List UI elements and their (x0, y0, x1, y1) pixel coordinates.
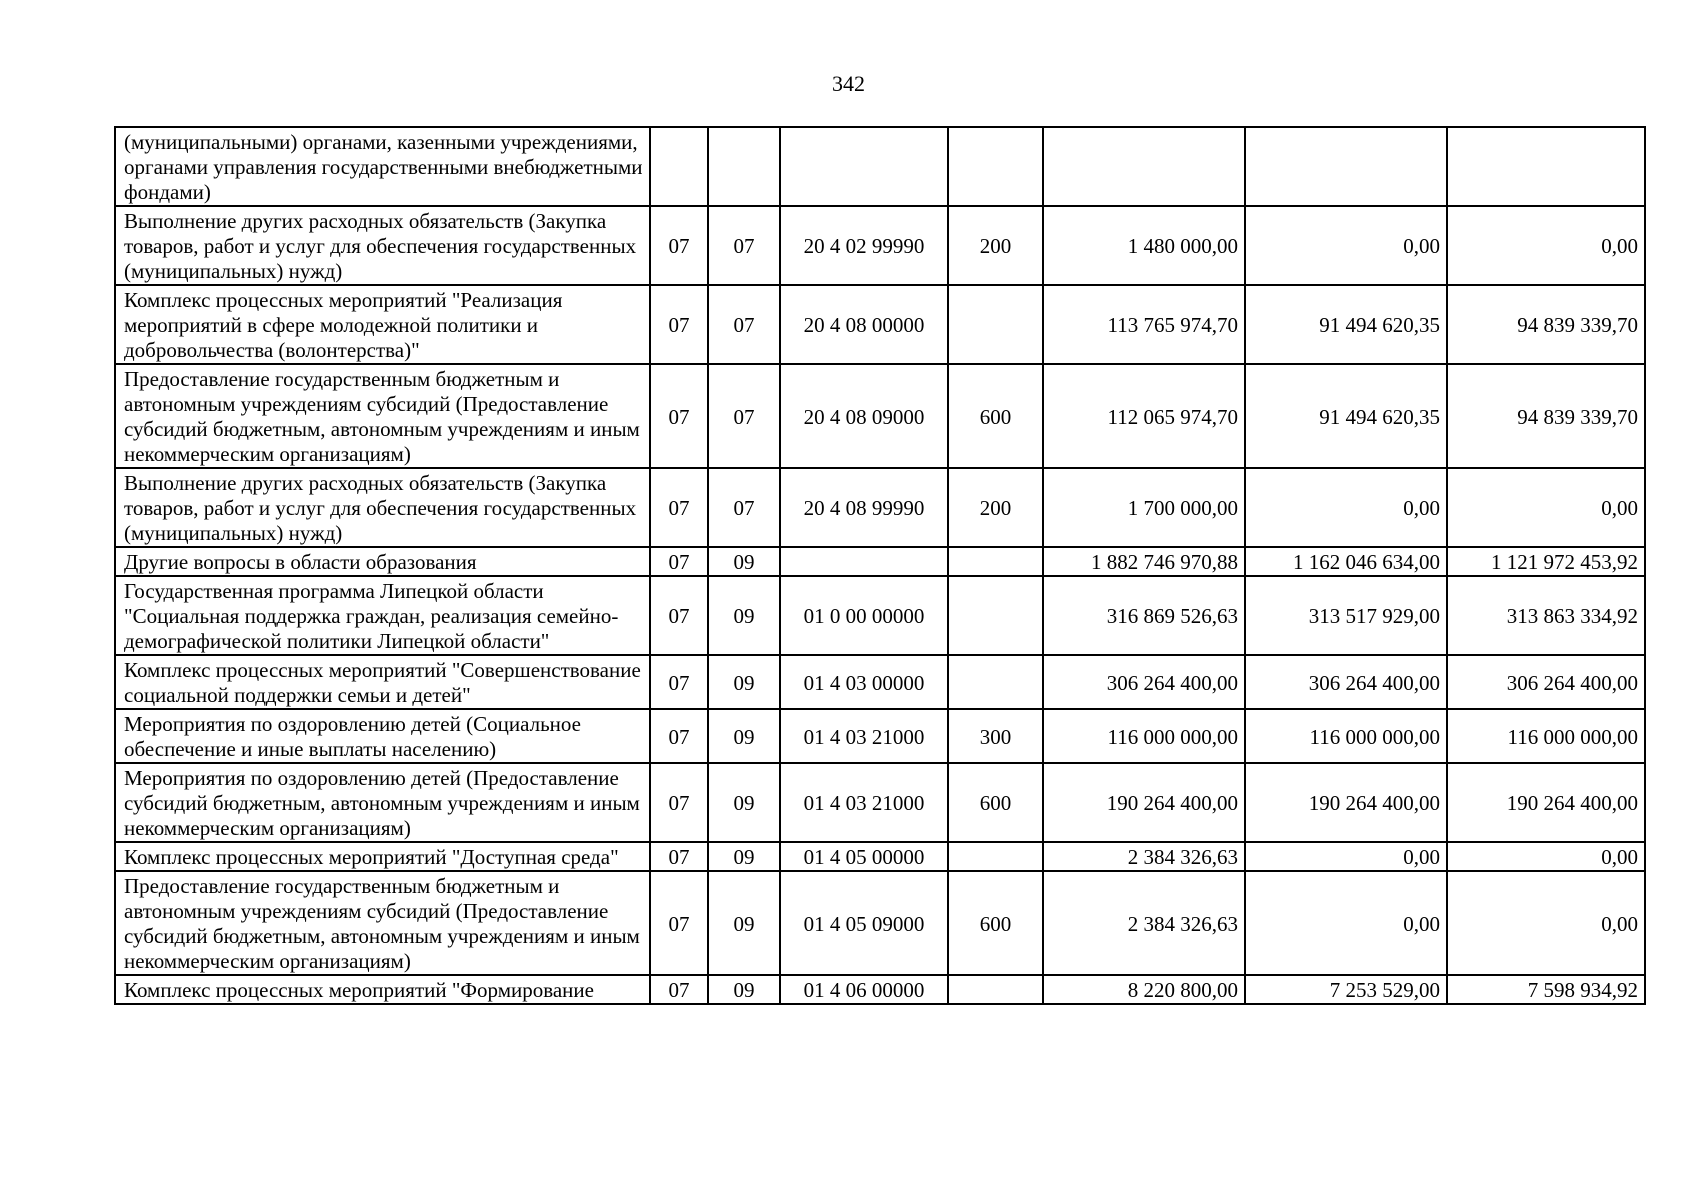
expense-type-cell: 600 (948, 763, 1043, 842)
target-article-cell: 20 4 08 00000 (780, 285, 948, 364)
amount-cell-2: 313 517 929,00 (1245, 576, 1447, 655)
section-code-cell: 07 (650, 763, 708, 842)
expense-type-cell: 600 (948, 871, 1043, 975)
table-row (115, 127, 1645, 206)
table-row (115, 842, 1645, 871)
section-code-cell: 07 (650, 655, 708, 709)
amount-cell-3: 0,00 (1447, 871, 1645, 975)
expense-name-cell: Комплекс процессных мероприятий "Формирование (115, 975, 650, 1004)
amount-cell-1: 2 384 326,63 (1043, 871, 1245, 975)
subsection-code-cell: 09 (708, 763, 780, 842)
subsection-code-cell: 09 (708, 842, 780, 871)
table-row (115, 871, 1645, 975)
expense-type-cell (948, 842, 1043, 871)
table-row (115, 763, 1645, 842)
expense-type-cell (948, 655, 1043, 709)
amount-cell-1: 112 065 974,70 (1043, 364, 1245, 468)
target-article-cell (780, 127, 948, 206)
table-row (115, 285, 1645, 364)
amount-cell-2: 91 494 620,35 (1245, 364, 1447, 468)
expense-type-cell: 200 (948, 206, 1043, 285)
expense-name-cell: Государственная программа Липецкой области "Социальная поддержка граждан, реализация семейно-демографической политики Липецкой области" (115, 576, 650, 655)
expense-name-cell: Комплекс процессных мероприятий "Реализация мероприятий в сфере молодежной политики и добровольчества (волонтерства)" (115, 285, 650, 364)
expense-type-cell (948, 285, 1043, 364)
target-article-cell: 01 4 05 00000 (780, 842, 948, 871)
expense-type-cell (948, 547, 1043, 576)
subsection-code-cell: 09 (708, 709, 780, 763)
amount-cell-2: 116 000 000,00 (1245, 709, 1447, 763)
amount-cell-1: 1 700 000,00 (1043, 468, 1245, 547)
expense-name-cell: Комплекс процессных мероприятий "Совершенствование социальной поддержки семьи и детей" (115, 655, 650, 709)
expense-name-cell: Выполнение других расходных обязательств (Закупка товаров, работ и услуг для обеспечения государственных (муниципальных) нужд) (115, 468, 650, 547)
budget-table (114, 126, 1646, 1005)
amount-cell-3: 0,00 (1447, 468, 1645, 547)
target-article-cell: 01 0 00 00000 (780, 576, 948, 655)
amount-cell-3: 94 839 339,70 (1447, 285, 1645, 364)
subsection-code-cell: 09 (708, 576, 780, 655)
amount-cell-1: 1 882 746 970,88 (1043, 547, 1245, 576)
expense-name-cell: Другие вопросы в области образования (115, 547, 650, 576)
section-code-cell: 07 (650, 975, 708, 1004)
expense-name-cell: Мероприятия по оздоровлению детей (Предоставление субсидий бюджетным, автономным учреждениям и иным некоммерческим организациям) (115, 763, 650, 842)
amount-cell-3: 94 839 339,70 (1447, 364, 1645, 468)
amount-cell-1: 116 000 000,00 (1043, 709, 1245, 763)
section-code-cell: 07 (650, 709, 708, 763)
amount-cell-2: 0,00 (1245, 842, 1447, 871)
amount-cell-2: 190 264 400,00 (1245, 763, 1447, 842)
target-article-cell: 01 4 03 21000 (780, 763, 948, 842)
expense-type-cell (948, 127, 1043, 206)
amount-cell-3: 313 863 334,92 (1447, 576, 1645, 655)
amount-cell-1 (1043, 127, 1245, 206)
expense-type-cell: 600 (948, 364, 1043, 468)
expense-name-cell: Предоставление государственным бюджетным и автономным учреждениям субсидий (Предоставление субсидий бюджетным, автономным учреждениям и иным некоммерческим организациям) (115, 871, 650, 975)
target-article-cell: 20 4 02 99990 (780, 206, 948, 285)
subsection-code-cell: 07 (708, 206, 780, 285)
table-row (115, 206, 1645, 285)
target-article-cell (780, 547, 948, 576)
amount-cell-3 (1447, 127, 1645, 206)
target-article-cell: 01 4 03 00000 (780, 655, 948, 709)
table-row (115, 364, 1645, 468)
subsection-code-cell: 09 (708, 975, 780, 1004)
expense-name-cell: Мероприятия по оздоровлению детей (Социальное обеспечение и иные выплаты населению) (115, 709, 650, 763)
amount-cell-2: 0,00 (1245, 871, 1447, 975)
subsection-code-cell: 09 (708, 655, 780, 709)
amount-cell-1: 306 264 400,00 (1043, 655, 1245, 709)
table-row (115, 547, 1645, 576)
amount-cell-3: 7 598 934,92 (1447, 975, 1645, 1004)
amount-cell-1: 113 765 974,70 (1043, 285, 1245, 364)
amount-cell-1: 190 264 400,00 (1043, 763, 1245, 842)
expense-name-cell: Предоставление государственным бюджетным и автономным учреждениям субсидий (Предоставление субсидий бюджетным, автономным учреждениям и иным некоммерческим организациям) (115, 364, 650, 468)
section-code-cell: 07 (650, 285, 708, 364)
amount-cell-2: 0,00 (1245, 206, 1447, 285)
subsection-code-cell: 07 (708, 364, 780, 468)
amount-cell-3: 116 000 000,00 (1447, 709, 1645, 763)
amount-cell-2: 306 264 400,00 (1245, 655, 1447, 709)
table-row (115, 468, 1645, 547)
section-code-cell (650, 127, 708, 206)
target-article-cell: 01 4 06 00000 (780, 975, 948, 1004)
subsection-code-cell: 09 (708, 547, 780, 576)
amount-cell-1: 1 480 000,00 (1043, 206, 1245, 285)
target-article-cell: 20 4 08 09000 (780, 364, 948, 468)
section-code-cell: 07 (650, 842, 708, 871)
section-code-cell: 07 (650, 576, 708, 655)
expense-name-cell: (муниципальными) органами, казенными учреждениями, органами управления государственными внебюджетными фондами) (115, 127, 650, 206)
table-row (115, 709, 1645, 763)
table-row (115, 655, 1645, 709)
section-code-cell: 07 (650, 871, 708, 975)
amount-cell-2: 91 494 620,35 (1245, 285, 1447, 364)
amount-cell-1: 8 220 800,00 (1043, 975, 1245, 1004)
amount-cell-3: 0,00 (1447, 842, 1645, 871)
amount-cell-1: 2 384 326,63 (1043, 842, 1245, 871)
amount-cell-3: 306 264 400,00 (1447, 655, 1645, 709)
table-row (115, 975, 1645, 1004)
amount-cell-2: 0,00 (1245, 468, 1447, 547)
subsection-code-cell: 09 (708, 871, 780, 975)
table-body (115, 127, 1645, 1004)
amount-cell-2 (1245, 127, 1447, 206)
subsection-code-cell: 07 (708, 468, 780, 547)
section-code-cell: 07 (650, 364, 708, 468)
expense-name-cell: Комплекс процессных мероприятий "Доступная среда" (115, 842, 650, 871)
expense-type-cell: 300 (948, 709, 1043, 763)
amount-cell-3: 0,00 (1447, 206, 1645, 285)
expense-type-cell: 200 (948, 468, 1043, 547)
amount-cell-2: 7 253 529,00 (1245, 975, 1447, 1004)
section-code-cell: 07 (650, 547, 708, 576)
section-code-cell: 07 (650, 468, 708, 547)
subsection-code-cell: 07 (708, 285, 780, 364)
expense-name-cell: Выполнение других расходных обязательств (Закупка товаров, работ и услуг для обеспечения государственных (муниципальных) нужд) (115, 206, 650, 285)
table-row (115, 576, 1645, 655)
amount-cell-3: 190 264 400,00 (1447, 763, 1645, 842)
amount-cell-3: 1 121 972 453,92 (1447, 547, 1645, 576)
expense-type-cell (948, 975, 1043, 1004)
section-code-cell: 07 (650, 206, 708, 285)
target-article-cell: 01 4 05 09000 (780, 871, 948, 975)
target-article-cell: 20 4 08 99990 (780, 468, 948, 547)
amount-cell-2: 1 162 046 634,00 (1245, 547, 1447, 576)
expense-type-cell (948, 576, 1043, 655)
amount-cell-1: 316 869 526,63 (1043, 576, 1245, 655)
subsection-code-cell (708, 127, 780, 206)
page-number: 342 (832, 71, 865, 96)
target-article-cell: 01 4 03 21000 (780, 709, 948, 763)
